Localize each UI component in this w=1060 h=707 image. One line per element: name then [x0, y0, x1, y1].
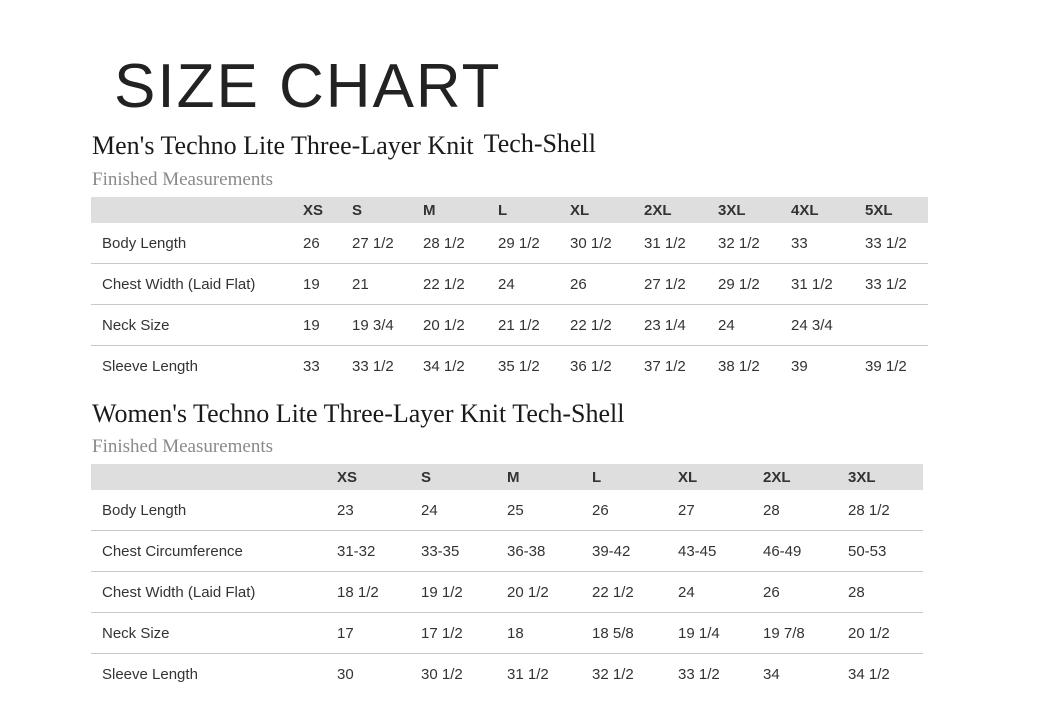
table-row — [91, 305, 928, 346]
measurement-cell: 36-38 — [507, 531, 592, 572]
row-label: Chest Width (Laid Flat) — [91, 264, 303, 305]
measurement-cell: 36 1/2 — [570, 357, 612, 375]
size-header-l: L — [592, 464, 678, 490]
measurement-cell: 24 — [421, 490, 507, 531]
measurement-cell: 18 1/2 — [337, 572, 421, 613]
measurement-cell: 23 1/4 — [644, 305, 718, 346]
table-row — [91, 264, 928, 305]
row-label: Body Length — [91, 223, 303, 264]
measurement-cell: 24 3/4 — [791, 305, 865, 346]
measurement-cell: 34 1/2 — [423, 357, 465, 375]
measurement-cell: 22 1/2 — [570, 305, 644, 346]
table-row — [91, 346, 928, 387]
measurement-cell: 30 1/2 — [421, 665, 463, 683]
table-row — [91, 572, 923, 613]
measurement-cell: 33 — [791, 223, 865, 264]
measurement-cell: 18 5/8 — [592, 613, 678, 654]
measurement-cell: 19 3/4 — [352, 305, 423, 346]
measurement-cell: 34 1/2 — [848, 665, 890, 683]
measurement-cell: 33 — [303, 357, 320, 375]
mens-heading-part1: Men's Techno Lite Three-Layer Knit — [92, 131, 474, 160]
measurement-cell — [865, 305, 928, 346]
measurement-cell: 28 — [763, 490, 848, 531]
measurement-cell: 30 1/2 — [570, 223, 644, 264]
measurement-cell: 24 — [678, 572, 763, 613]
measurement-cell: 39-42 — [592, 531, 678, 572]
mens-header-row — [91, 197, 928, 223]
measurement-cell: 20 1/2 — [507, 572, 592, 613]
row-label: Sleeve Length — [102, 665, 198, 683]
row-label: Sleeve Length — [102, 357, 198, 375]
measurement-cell: 27 1/2 — [352, 223, 423, 264]
measurement-cell: 38 1/2 — [718, 357, 760, 375]
measurement-cell: 19 — [303, 264, 352, 305]
measurement-cell: 26 — [592, 490, 678, 531]
size-header-2xl: 2XL — [644, 197, 718, 223]
size-header-s: S — [421, 464, 507, 490]
mens-size-table — [91, 197, 928, 386]
row-label: Chest Width (Laid Flat) — [91, 572, 337, 613]
size-header-3xl: 3XL — [848, 464, 923, 490]
measurement-cell: 43-45 — [678, 531, 763, 572]
measurement-cell: 19 — [303, 305, 352, 346]
measurement-cell: 46-49 — [763, 531, 848, 572]
row-label: Neck Size — [91, 305, 303, 346]
measurement-cell: 27 — [678, 490, 763, 531]
measurement-cell: 33-35 — [421, 531, 507, 572]
measurement-cell: 33 1/2 — [352, 357, 394, 375]
measurement-cell: 24 — [498, 264, 570, 305]
measurement-cell: 39 — [791, 357, 808, 375]
measurement-cell: 33 1/2 — [865, 264, 928, 305]
size-header-xl: XL — [570, 197, 644, 223]
measurement-cell: 28 — [848, 572, 923, 613]
size-header-s: S — [352, 197, 423, 223]
page-title: SIZE CHART — [114, 52, 502, 121]
table-row — [91, 223, 928, 264]
size-header-l: L — [498, 197, 570, 223]
mens-heading-part2: Tech-Shell — [483, 129, 596, 158]
measurement-cell: 23 — [337, 490, 421, 531]
measurement-cell: 28 1/2 — [423, 223, 498, 264]
header-blank-cell — [91, 464, 337, 490]
measurement-cell: 39 1/2 — [865, 357, 907, 375]
measurement-cell: 27 1/2 — [644, 264, 718, 305]
size-header-m: M — [507, 464, 592, 490]
size-header-m: M — [423, 197, 498, 223]
measurement-cell: 28 1/2 — [848, 490, 923, 531]
measurement-cell: 19 7/8 — [763, 613, 848, 654]
row-label: Body Length — [91, 490, 337, 531]
measurement-cell: 19 1/4 — [678, 613, 763, 654]
measurement-cell: 37 1/2 — [644, 357, 686, 375]
measurement-cell: 31 1/2 — [644, 223, 718, 264]
size-header-xs: XS — [337, 464, 421, 490]
measurement-cell: 26 — [763, 572, 848, 613]
table-row — [91, 613, 923, 654]
size-header-2xl: 2XL — [763, 464, 848, 490]
measurement-cell: 26 — [303, 223, 352, 264]
table-row — [91, 531, 923, 572]
row-label: Chest Circumference — [91, 531, 337, 572]
measurement-cell: 29 1/2 — [498, 223, 570, 264]
measurement-cell: 19 1/2 — [421, 572, 507, 613]
measurement-cell: 17 — [337, 613, 421, 654]
measurement-cell: 22 1/2 — [423, 264, 498, 305]
measurement-cell: 29 1/2 — [718, 264, 791, 305]
size-header-4xl: 4XL — [791, 197, 865, 223]
size-header-3xl: 3XL — [718, 197, 791, 223]
measurement-cell: 31 1/2 — [791, 264, 865, 305]
row-label: Neck Size — [91, 613, 337, 654]
measurement-cell: 31-32 — [337, 531, 421, 572]
measurement-cell: 34 — [763, 665, 780, 683]
womens-size-table — [91, 464, 923, 694]
measurement-cell: 21 — [352, 264, 423, 305]
measurement-cell: 31 1/2 — [507, 665, 549, 683]
measurement-cell: 24 — [718, 305, 791, 346]
measurement-cell: 20 1/2 — [848, 613, 923, 654]
measurement-cell: 30 — [337, 665, 354, 683]
measurement-cell: 35 1/2 — [498, 357, 540, 375]
mens-subtitle: Finished Measurements — [92, 169, 274, 190]
measurement-cell: 32 1/2 — [592, 665, 634, 683]
size-header-5xl: 5XL — [865, 197, 928, 223]
measurement-cell: 50-53 — [848, 531, 923, 572]
measurement-cell: 32 1/2 — [718, 223, 791, 264]
mens-heading — [92, 131, 596, 161]
size-header-xl: XL — [678, 464, 763, 490]
measurement-cell: 21 1/2 — [498, 305, 570, 346]
header-blank-cell — [91, 197, 303, 223]
womens-header-row — [91, 464, 923, 490]
measurement-cell: 18 — [507, 613, 592, 654]
measurement-cell: 33 1/2 — [678, 665, 720, 683]
table-row — [91, 654, 923, 695]
measurement-cell: 22 1/2 — [592, 572, 678, 613]
measurement-cell: 17 1/2 — [421, 613, 507, 654]
measurement-cell: 26 — [570, 264, 644, 305]
measurement-cell: 33 1/2 — [865, 223, 928, 264]
womens-heading: Women's Techno Lite Three-Layer Knit Tech-Shell — [92, 399, 625, 428]
measurement-cell: 25 — [507, 490, 592, 531]
womens-subtitle: Finished Measurements — [92, 436, 274, 457]
size-header-xs: XS — [303, 197, 352, 223]
measurement-cell: 20 1/2 — [423, 305, 498, 346]
table-row — [91, 490, 923, 531]
